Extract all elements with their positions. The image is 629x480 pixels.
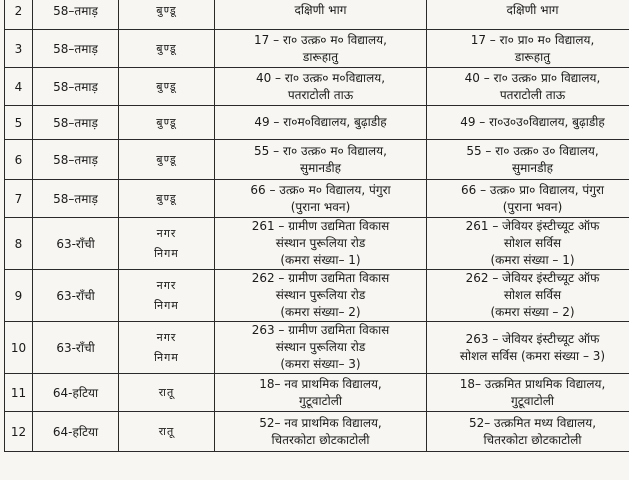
original-polling-station-cell	[215, 322, 427, 374]
serial-number-cell: 11	[5, 374, 33, 412]
block-cell	[119, 180, 215, 218]
serial-number-cell: 12	[5, 412, 33, 452]
changed-polling-station-cell-line: 262 – जेवियर इंस्टीच्यूट ऑफ	[465, 271, 600, 285]
table-row	[5, 412, 629, 452]
changed-polling-station-cell-line: सोशल सर्विस (कमरा संख्या – 3)	[459, 348, 606, 363]
original-polling-station-cell	[215, 270, 427, 322]
table-row	[5, 0, 629, 30]
block-cell-line: बुण्डू	[156, 79, 177, 93]
original-polling-station-cell-line: 49 – रा०म०विद्यालय, बुढ़ाडीह	[254, 115, 387, 129]
block-cell-line: रातू	[158, 424, 175, 438]
changed-polling-station-cell-line: 66 – उत्क्र० प्रा० विद्यालय, पंगुरा	[461, 182, 604, 197]
changed-polling-station-cell-line: 18– उत्क्रमित प्राथमिक विद्यालय,	[459, 376, 606, 391]
table-row	[5, 30, 629, 68]
changed-polling-station-cell	[427, 412, 629, 452]
block-cell	[119, 0, 215, 30]
block-cell-line: बुण्डू	[156, 115, 177, 129]
table-row	[5, 68, 629, 106]
original-polling-station-cell-line: डारूहातु	[302, 49, 339, 64]
changed-polling-station-cell-line: सोशल सर्विस	[503, 236, 562, 250]
changed-polling-station-cell-line: सुमानडीह	[512, 160, 553, 175]
serial-number-cell: 2	[5, 0, 33, 30]
assembly-constituency-cell: 64-हटिया	[33, 374, 119, 412]
changed-polling-station-cell-line: सोशल सर्विस	[503, 288, 562, 302]
table-row	[5, 180, 629, 218]
original-polling-station-cell-line: सुमानडीह	[300, 160, 341, 175]
original-polling-station-cell-line: 17 – रा० उत्क्र० म० विद्यालय,	[254, 32, 387, 47]
original-polling-station-cell	[215, 180, 427, 218]
block-cell	[119, 412, 215, 452]
assembly-constituency-cell: 58–तमाड़	[33, 140, 119, 180]
original-polling-station-cell-line: (कमरा संख्या– 1)	[280, 253, 361, 267]
assembly-constituency-cell: 58–तमाड़	[33, 180, 119, 218]
changed-polling-station-cell-line: पतराटोली ताऊ	[499, 87, 566, 102]
assembly-constituency-cell: 64-हटिया	[33, 412, 119, 452]
original-polling-station-cell-line: 18– नव प्राथमिक विद्यालय,	[259, 376, 382, 391]
block-cell-line: नगर	[156, 278, 177, 292]
changed-polling-station-cell-line: 17 – रा० प्रा० म० विद्यालय,	[470, 32, 595, 47]
original-polling-station-cell	[215, 140, 427, 180]
block-cell-line: रातू	[158, 385, 175, 399]
serial-number-cell: 5	[5, 106, 33, 140]
original-polling-station-cell-line: संस्थान पुरूलिया रोड	[275, 236, 366, 250]
table-row	[5, 106, 629, 140]
block-cell-line: बुण्डू	[156, 191, 177, 205]
original-polling-station-cell-line: 66 – उत्क्र० म० विद्यालय, पंगुरा	[250, 182, 391, 197]
block-cell	[119, 374, 215, 412]
table-row	[5, 374, 629, 412]
table-row	[5, 322, 629, 374]
block-cell-line: बुण्डू	[156, 3, 177, 17]
serial-number-cell: 4	[5, 68, 33, 106]
changed-polling-station-cell-line: (कमरा संख्या – 2)	[490, 305, 575, 319]
changed-polling-station-cell-line: चितरकोटा छोटकाटोली	[483, 432, 582, 447]
table-row	[5, 218, 629, 270]
changed-polling-station-cell	[427, 374, 629, 412]
block-cell-line: नगर	[156, 330, 177, 344]
changed-polling-station-cell-line: (पुराना भवन)	[502, 199, 563, 214]
block-cell-line: बुण्डू	[156, 152, 177, 166]
table-row	[5, 270, 629, 322]
original-polling-station-cell-line: संस्थान पुरूलिया रोड	[275, 340, 366, 354]
assembly-constituency-cell: 58–तमाड़	[33, 106, 119, 140]
serial-number-cell: 6	[5, 140, 33, 180]
changed-polling-station-cell	[427, 322, 629, 374]
original-polling-station-cell-line: 263 – ग्रामीण उद्यमिता विकास	[251, 323, 390, 337]
table-body	[5, 0, 629, 452]
changed-polling-station-cell	[427, 140, 629, 180]
changed-polling-station-cell-line: (कमरा संख्या – 1)	[490, 253, 575, 267]
changed-polling-station-cell	[427, 30, 629, 68]
changed-polling-station-cell-line: 40 – रा० उत्क्र० प्रा० विद्यालय,	[464, 70, 601, 85]
original-polling-station-cell-line: 52– नव प्राथमिक विद्यालय,	[259, 415, 382, 430]
original-polling-station-cell-line: संस्थान पुरूलिया रोड	[275, 288, 366, 302]
original-polling-station-cell	[215, 0, 427, 30]
changed-polling-station-cell	[427, 0, 629, 30]
original-polling-station-cell-line: दक्षिणी भाग	[294, 3, 347, 17]
original-polling-station-cell	[215, 30, 427, 68]
block-cell-line: निगम	[154, 350, 179, 364]
changed-polling-station-cell-line: 263 – जेवियर इंस्टीच्यूट ऑफ	[465, 331, 600, 346]
block-cell	[119, 218, 215, 270]
changed-polling-station-cell-line: 52– उत्क्रमित मध्य विद्यालय,	[468, 415, 597, 430]
original-polling-station-cell	[215, 106, 427, 140]
block-cell-line: नगर	[156, 226, 177, 240]
original-polling-station-cell	[215, 218, 427, 270]
original-polling-station-cell-line: (कमरा संख्या– 3)	[280, 357, 361, 371]
original-polling-station-cell-line: पतराटोली ताऊ	[287, 87, 354, 102]
block-cell-line: निगम	[154, 246, 179, 260]
assembly-constituency-cell: 58–तमाड़	[33, 68, 119, 106]
changed-polling-station-cell-line: गुटूवाटोली	[511, 393, 554, 408]
original-polling-station-cell-line: 55 – रा० उत्क्र० म० विद्यालय,	[254, 143, 387, 158]
changed-polling-station-cell-line: दक्षिणी भाग	[506, 3, 559, 17]
assembly-constituency-cell: 58–तमाड़	[33, 30, 119, 68]
original-polling-station-cell-line: (पुराना भवन)	[290, 199, 351, 214]
block-cell	[119, 68, 215, 106]
block-cell	[119, 322, 215, 374]
changed-polling-station-cell-line: 49 – रा०उ०उ०विद्यालय, बुढ़ाडीह	[460, 115, 605, 129]
changed-polling-station-cell	[427, 270, 629, 322]
block-cell-line: बुण्डू	[156, 41, 177, 55]
block-cell	[119, 270, 215, 322]
original-polling-station-cell	[215, 374, 427, 412]
block-cell	[119, 30, 215, 68]
polling-station-table	[4, 0, 629, 452]
original-polling-station-cell-line: (कमरा संख्या– 2)	[280, 305, 361, 319]
changed-polling-station-cell	[427, 68, 629, 106]
table-row	[5, 140, 629, 180]
assembly-constituency-cell: 63-राँची	[33, 218, 119, 270]
assembly-constituency-cell: 58–तमाड़	[33, 0, 119, 30]
changed-polling-station-cell	[427, 218, 629, 270]
serial-number-cell: 8	[5, 218, 33, 270]
original-polling-station-cell-line: गुटूवाटोली	[299, 393, 342, 408]
block-cell-line: निगम	[154, 298, 179, 312]
block-cell	[119, 106, 215, 140]
changed-polling-station-cell-line: 55 – रा० उत्क्र० उ० विद्यालय,	[466, 143, 599, 158]
original-polling-station-cell	[215, 68, 427, 106]
assembly-constituency-cell: 63-राँची	[33, 322, 119, 374]
original-polling-station-cell	[215, 412, 427, 452]
original-polling-station-cell-line: 261 – ग्रामीण उद्यमिता विकास	[251, 219, 390, 233]
serial-number-cell: 9	[5, 270, 33, 322]
changed-polling-station-cell-line: 261 – जेवियर इंस्टीच्यूट ऑफ	[465, 219, 600, 233]
original-polling-station-cell-line: 40 – रा० उत्क्र० म०विद्यालय,	[255, 70, 386, 85]
original-polling-station-cell-line: चितरकोटा छोटकाटोली	[271, 432, 370, 447]
original-polling-station-cell-line: 262 – ग्रामीण उद्यमिता विकास	[251, 271, 390, 285]
changed-polling-station-cell-line: डारूहातु	[514, 49, 551, 64]
serial-number-cell: 10	[5, 322, 33, 374]
serial-number-cell: 7	[5, 180, 33, 218]
changed-polling-station-cell	[427, 106, 629, 140]
changed-polling-station-cell	[427, 180, 629, 218]
block-cell	[119, 140, 215, 180]
serial-number-cell: 3	[5, 30, 33, 68]
assembly-constituency-cell: 63-राँची	[33, 270, 119, 322]
